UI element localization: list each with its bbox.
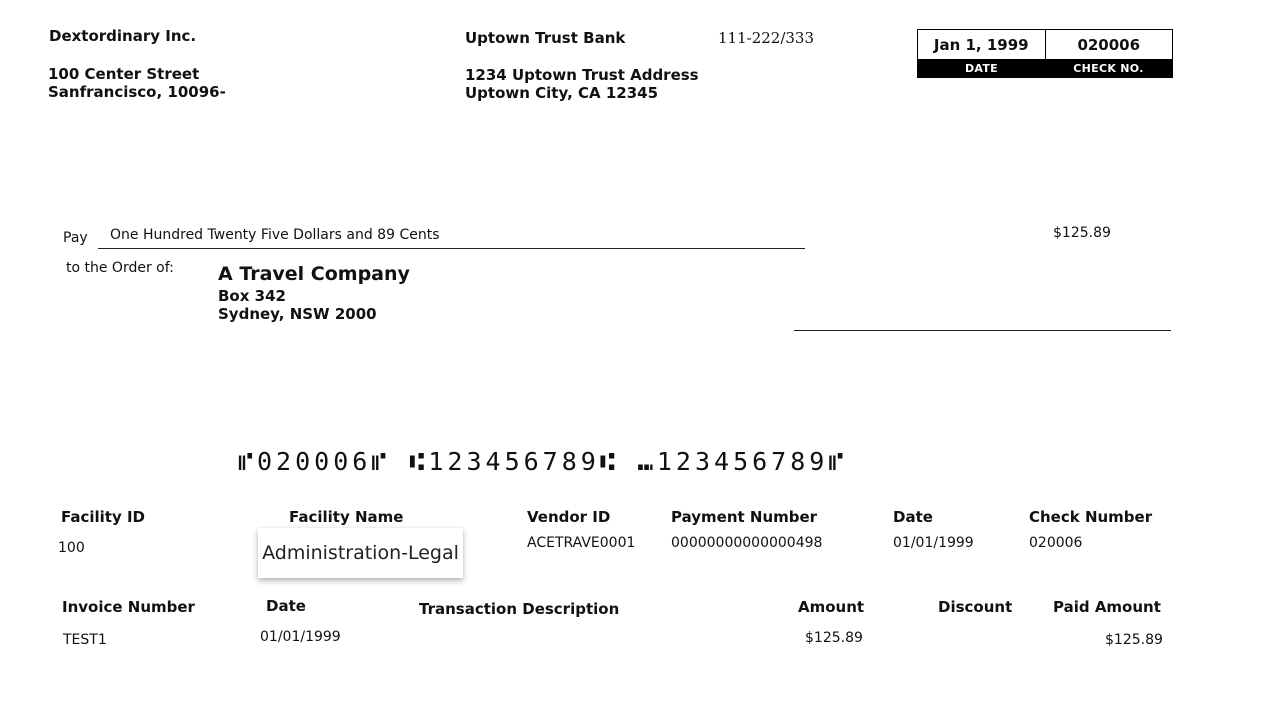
payee-address-line2: Sydney, NSW 2000 [218, 305, 377, 323]
facility-id-value: 100 [58, 540, 85, 556]
company-city: Sanfrancisco, 10096- [48, 83, 226, 101]
pay-underline [98, 248, 805, 249]
invoice-number-value: TEST1 [63, 632, 107, 648]
invoice-paid-amount-value: $125.89 [1105, 632, 1163, 648]
invoice-date-value: 01/01/1999 [260, 629, 341, 645]
check-date: Jan 1, 1999 [933, 35, 1029, 54]
facility-date-value: 01/01/1999 [893, 535, 974, 551]
vendor-id-header: Vendor ID [527, 508, 611, 526]
payee-address-line1: Box 342 [218, 287, 286, 305]
routing-fraction: 111-222/333 [718, 29, 815, 47]
check-amount: $125.89 [1053, 225, 1111, 241]
discount-header: Discount [938, 598, 1013, 616]
bank-name: Uptown Trust Bank [465, 29, 626, 47]
invoice-amount-value: $125.89 [805, 630, 863, 646]
facility-name-tooltip [258, 528, 463, 578]
payee-name: A Travel Company [218, 263, 410, 285]
date-label: DATE [964, 62, 998, 75]
facility-name-value: Administration-Legal [262, 542, 459, 564]
check-no-label: CHECK NO. [1073, 62, 1144, 75]
company-name: Dextordinary Inc. [49, 27, 197, 45]
transaction-description-header: Transaction Description [419, 600, 620, 618]
order-of-label: to the Order of: [66, 260, 174, 276]
paid-amount-header: Paid Amount [1053, 598, 1161, 616]
bank-address-line1: 1234 Uptown Trust Address [465, 66, 699, 84]
invoice-number-header: Invoice Number [62, 598, 195, 616]
check-number: 020006 [1045, 30, 1173, 59]
check-number-header: Check Number [1029, 508, 1153, 526]
payment-number-header: Payment Number [671, 508, 818, 526]
date-checkno-box [917, 29, 1173, 78]
facility-name-header: Facility Name [289, 508, 404, 526]
facility-date-header: Date [893, 508, 933, 526]
company-street: 100 Center Street [48, 65, 200, 83]
micr-line: ⑈020006⑈ ⑆123456789⑆ ⑉123456789⑈ [238, 447, 848, 476]
pay-label: Pay [63, 230, 88, 246]
vendor-id-value: ACETRAVE0001 [527, 535, 636, 551]
signature-line [794, 330, 1171, 331]
amount-header: Amount [798, 598, 865, 616]
bank-address-line2: Uptown City, CA 12345 [465, 84, 659, 102]
invoice-date-header: Date [266, 597, 306, 615]
amount-in-words: One Hundred Twenty Five Dollars and 89 Cents [110, 227, 440, 243]
facility-id-header: Facility ID [61, 508, 146, 526]
check-number-value: 020006 [1029, 535, 1083, 551]
payment-number-value: 00000000000000498 [671, 535, 823, 551]
